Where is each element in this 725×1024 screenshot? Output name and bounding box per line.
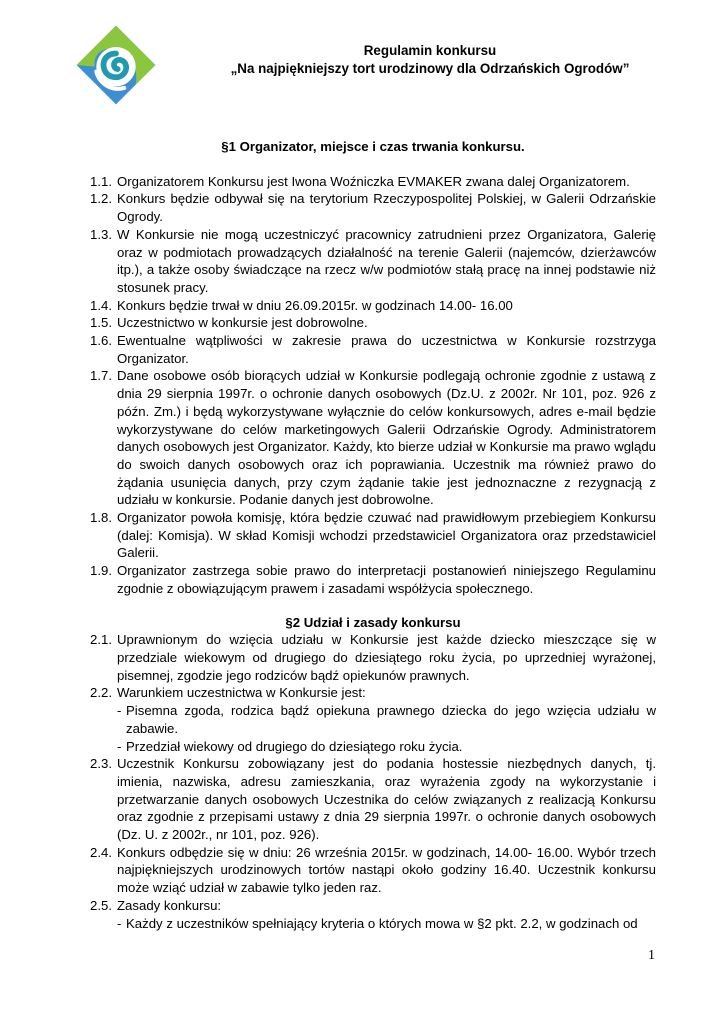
list-item <box>90 755 656 844</box>
list-item <box>90 631 656 684</box>
item-text: Ewentualne wątpliwości w zakresie prawa do uczestnictwa w Konkursie rozstrzyga Organizator. <box>117 333 656 366</box>
section-title: §2 Udział i zasady konkursu <box>285 614 461 630</box>
item-text: Uczestnictwo w konkursie jest dobrowolne. <box>117 315 368 331</box>
sub-item-text: Każdy z uczestników spełniający kryteria o których mowa w §2 pkt. 2.2, w godzinach od <box>126 915 638 931</box>
spiral-logo-icon <box>75 24 157 106</box>
item-number: 1.6. <box>90 333 112 349</box>
list-item <box>90 173 656 191</box>
item-number: 1.4. <box>90 297 112 313</box>
item-number: 1.9. <box>90 563 112 579</box>
section-2 <box>90 614 656 933</box>
regulations-content <box>90 138 656 932</box>
list-item <box>90 562 656 597</box>
item-text: Uprawnionym do wzięcia udziału w Konkursie jest każde dziecko mieszczące się w przedziale wiekowym od drugiego do dziesiątego roku życia, po uprzedniej wyrażonej, pisemnej, zgodzie jego rodziców bądź opiekunów prawnych. <box>117 632 656 683</box>
item-number: 2.2. <box>90 685 112 701</box>
sub-item: - Przedział wiekowy od drugiego do dziesiątego roku życia. <box>117 738 463 754</box>
page-number: 1 <box>648 948 655 963</box>
item-number: 1.1. <box>90 173 112 189</box>
list-item <box>90 367 656 509</box>
item-number: 1.5. <box>90 315 112 331</box>
item-text: Dane osobowe osób biorących udział w Konkursie podlegają ochronie zgodnie z ustawą z dnia 29 sierpnia 1997r. o ochronie danych osobowych (Dz.U. z 2002r. Nr 101, poz. 926 z późn. Zm.) i będą wykorzystywane wyłącznie do celów konkursowych, adres e-mail będzie wykorzystywane do celów marketingowych Galerii Odrzańskie Ogrody. Administratorem danych osobowych jest Organizator. Każdy, kto bierze udział w Konkursie ma prawo wglądu do swoich danych osobowych oraz ich poprawiania. Uczestnik ma również prawo do żądania usunięcia danych, przy czym żądanie takie jest jednoznaczne z rezygnacją z udziału w konkursie. Podanie danych jest dobrowolne. <box>117 368 656 508</box>
list-item <box>90 226 656 297</box>
item-number: 2.1. <box>90 632 112 648</box>
list-item <box>90 844 656 897</box>
item-text: W Konkursie nie mogą uczestniczyć pracownicy zatrudnieni przez Organizatora, Galerię oraz w podmiotach prowadzących działalność na terenie Galerii (najemców, dzierżawców itp.), a także osoby świadczące na rzecz w/w podmiotów stałą pracę na innej podstawie niż stosunek pracy. <box>117 226 656 295</box>
item-text: Konkurs będzie odbywał się na terytorium Rzeczypospolitej Polskiej, w Galerii Odrzańskie Ogrody. <box>117 191 656 225</box>
item-text: Konkurs będzie trwał w dniu 26.09.2015r. w godzinach 14.00- 16.00 <box>117 297 513 313</box>
item-number: 1.3. <box>90 226 112 242</box>
sub-item-text: Pisemna zgoda, rodzica bądź opiekuna prawnego dziecka do jego wzięcia udziału w zabawie. <box>126 703 656 736</box>
list-item <box>90 897 656 915</box>
item-text: Warunkiem uczestnictwa w Konkursie jest: <box>117 685 366 701</box>
item-text: Organizator zastrzega sobie prawo do interpretacji postanowień niniejszego Regulaminu zgodnie z obowiązującym prawem i zasadami współżycia społecznego. <box>117 563 656 596</box>
item-text: Uczestnik Konkursu zobowiązany jest do podania hostessie niezbędnych danych, tj. imienia, nazwiska, adresu zamieszkania, oraz wyrażenia zgody na wykorzystanie i przetwarzanie danych osobowych Uczestnika do celów związanych z realizacją Konkursu oraz zgodnie z przepisami ustawy z dnia 29 sierpnia 1997r. o ochronie danych osobowych (Dz. U. z 2002r., nr 101, poz. 926). <box>117 756 656 843</box>
item-text: Organizator powoła komisję, która będzie czuwać nad prawidłowym przebiegiem Konkursu (dalej: Komisja). W skład Komisji wchodzi przedstawiciel Organizatora oraz przedstawiciel Galerii. <box>117 510 656 561</box>
document-title: Regulamin konkursu <box>363 43 497 58</box>
item-text: Zasady konkursu: <box>117 897 222 913</box>
section-title: §1 Organizator, miejsce i czas trwania konkursu. <box>221 139 525 154</box>
section-1 <box>90 138 656 598</box>
item-number: 2.3. <box>90 756 112 772</box>
item-text: Konkurs odbędzie się w dniu: 26 września 2015r. w godzinach, 14.00- 16.00. Wybór trzech najpiękniejszych urodzinowych tortów nastąpi około godziny 16.40. Uczestnik konkursu może wziąć udział w zabawie tylko jeden raz. <box>117 844 656 896</box>
list-item <box>90 332 656 367</box>
item-text: Organizatorem Konkursu jest Iwona Woźniczka EVMAKER zwana dalej Organizatorem. <box>117 173 630 189</box>
item-number: 1.8. <box>90 510 112 526</box>
list-item <box>90 509 656 562</box>
sub-item-text: Przedział wiekowy od drugiego do dziesiątego roku życia. <box>126 738 463 754</box>
list-item <box>90 314 656 332</box>
item-number: 2.5. <box>90 897 112 913</box>
item-number: 1.7. <box>90 368 112 384</box>
list-item <box>90 297 656 315</box>
item-number: 2.4. <box>90 844 112 860</box>
document-header <box>160 42 700 78</box>
list-item <box>90 684 656 702</box>
sub-item: - Pisemna zgoda, rodzica bądź opiekuna prawnego dziecka do jego wzięcia udziału w zabawie. <box>117 703 656 736</box>
sub-item: - Każdy z uczestników spełniający kryteria o których mowa w §2 pkt. 2.2, w godzinach od <box>117 915 638 931</box>
list-item <box>90 190 656 225</box>
item-number: 1.2. <box>90 191 112 207</box>
contest-name: „Na najpiękniejszy tort urodzinowy dla Odrzańskich Ogrodów” <box>230 61 630 76</box>
